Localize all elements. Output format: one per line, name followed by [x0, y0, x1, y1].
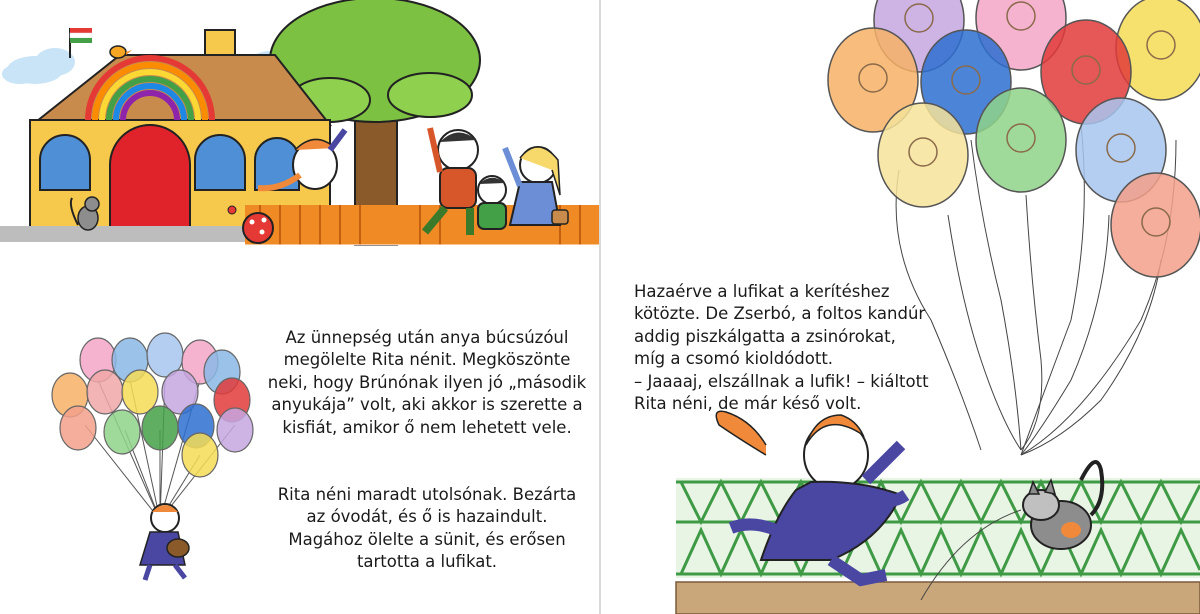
right-paragraph-1: Hazaérve a lufikat a kerítéshez kötözte. De Zserbó, a foltos kandúr addig piszkálgatta a zsinórokat, míg a csomó kioldódott. – Jaaaaj, elszállnak a lufik! – kiáltott Rita néni, de már késő volt.: [634, 281, 929, 413]
balloon-salmon-icon: [1111, 173, 1200, 277]
ladybug-icon: [228, 206, 236, 214]
left-page: [0, 0, 599, 614]
teacher-with-balloons-icon: [52, 333, 253, 580]
left-paragraph-2: Rita néni maradt utolsónak. Bezárta az óvodát, és ő is hazaindult. Magához ölelte a sünit, és erősen tartotta a lufikat.: [277, 484, 577, 571]
right-page: [601, 0, 1200, 614]
right-story-text: [634, 258, 934, 438]
balloon-green-icon: [976, 88, 1066, 192]
hedgehog-icon: [167, 539, 189, 557]
green-fence-icon: [676, 478, 1200, 614]
left-story-text: [262, 304, 592, 596]
ball-icon: [243, 213, 273, 243]
left-paragraph-1: Az ünnepség után anya búcsúzóul megölelte Rita nénit. Megköszönte neki, hogy Brúnónak ilyen jó „második anyukája” volt, aki akkor is szerette a kisfiát, amikor ő nem lehetett vele.: [267, 327, 587, 437]
balloon-light-yellow-icon: [878, 103, 968, 207]
